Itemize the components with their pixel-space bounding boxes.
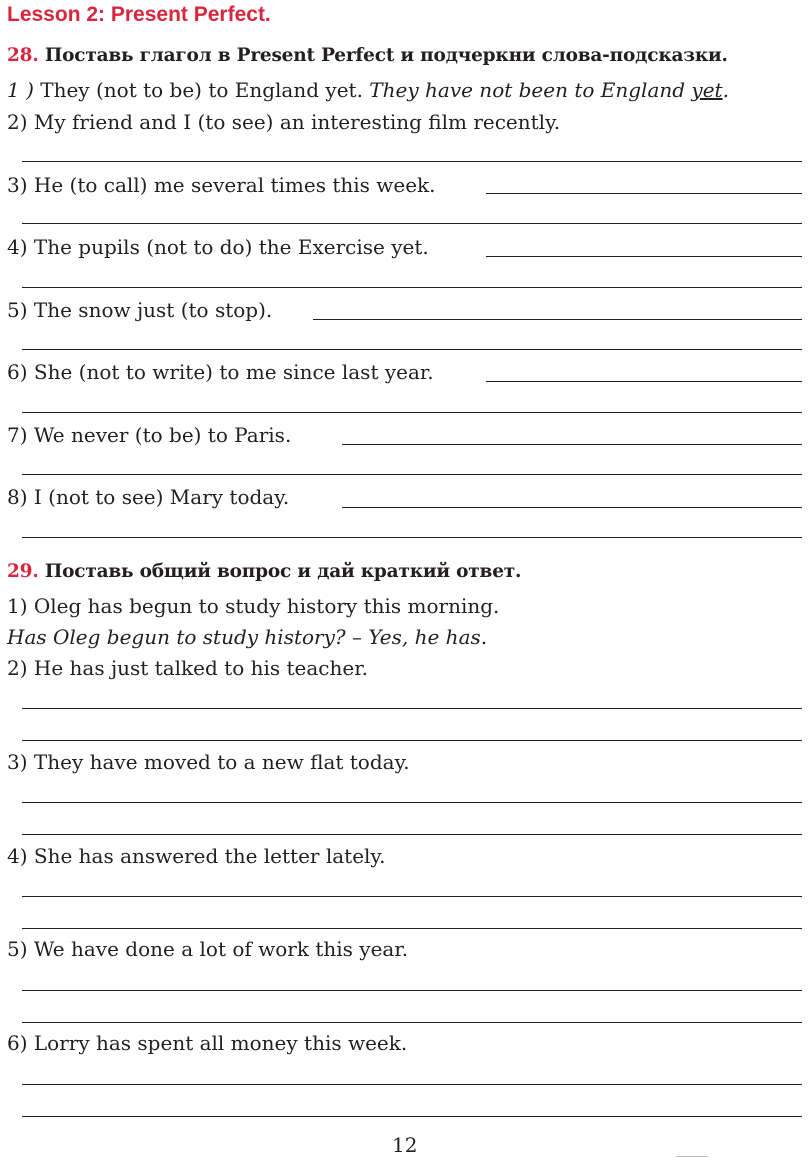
task-29-instruction: Поставь общий вопрос и дай краткий ответ. <box>44 561 522 582</box>
example-answer-end: . <box>722 78 729 102</box>
example-answer <box>369 78 729 102</box>
answer-line[interactable] <box>22 834 802 835</box>
task-28-number: 28. <box>7 45 39 66</box>
task-28-item-4: 4) The pupils (not to do) the Exercise yet. <box>7 235 429 259</box>
answer-line[interactable] <box>22 1022 802 1023</box>
task-29-item-4: 4) She has answered the letter lately. <box>7 844 386 868</box>
task-28-item-5: 5) The snow just (to stop). <box>7 298 273 322</box>
task-28-item-2: 2) My friend and I (to see) an interesting film recently. <box>7 110 561 134</box>
answer-line[interactable] <box>22 740 802 741</box>
answer-line[interactable] <box>22 1084 802 1085</box>
answer-line[interactable] <box>22 896 802 897</box>
answer-line[interactable] <box>22 223 802 224</box>
example-answer-main: They have not been to England <box>369 78 692 102</box>
answer-line[interactable] <box>22 1116 802 1117</box>
task-29-example-answer: Has Oleg begun to study history? – Yes, he has. <box>7 625 488 649</box>
answer-line[interactable] <box>22 708 802 709</box>
answer-line[interactable] <box>342 507 802 508</box>
task-29-item-6: 6) Lorry has spent all money this week. <box>7 1031 408 1055</box>
task-28-header <box>7 44 728 68</box>
task-29-header <box>7 560 521 584</box>
page-number: 12 <box>392 1133 418 1157</box>
answer-line[interactable] <box>486 256 802 257</box>
answer-line[interactable] <box>313 319 802 320</box>
task-28-example <box>7 77 729 103</box>
answer-line[interactable] <box>22 537 802 538</box>
task-29-example: 1) Oleg has begun to study history this morning. <box>7 594 500 618</box>
task-29-item-5: 5) We have done a lot of work this year. <box>7 937 409 961</box>
answer-line[interactable] <box>22 349 802 350</box>
task-28-item-6: 6) She (not to write) to me since last year. <box>7 360 434 384</box>
example-text: They (not to be) to England yet. <box>40 78 363 102</box>
task-28-item-3: 3) He (to call) me several times this week. <box>7 173 436 197</box>
task-28-item-8: 8) I (not to see) Mary today. <box>7 485 290 509</box>
answer-line[interactable] <box>22 474 802 475</box>
task-29-item-3: 3) They have moved to a new flat today. <box>7 750 410 774</box>
answer-line[interactable] <box>22 802 802 803</box>
scan-mark <box>676 1156 708 1157</box>
answer-line[interactable] <box>22 161 802 162</box>
answer-line[interactable] <box>486 193 802 194</box>
task-29-item-2: 2) He has just talked to his teacher. <box>7 656 368 680</box>
answer-line[interactable] <box>22 287 802 288</box>
lesson-title: Lesson 2: Present Perfect. <box>7 3 271 26</box>
answer-line[interactable] <box>22 990 802 991</box>
task-28-instruction: Поставь глагол в Present Perfect и подчеркни слова-подсказки. <box>44 45 728 66</box>
answer-line[interactable] <box>22 928 802 929</box>
answer-line[interactable] <box>342 444 802 445</box>
answer-line[interactable] <box>486 381 802 382</box>
answer-line[interactable] <box>22 412 802 413</box>
task-28-item-7: 7) We never (to be) to Paris. <box>7 423 292 447</box>
example-prefix: 1 ) <box>7 78 34 102</box>
example-answer-keyword: yet <box>691 78 723 102</box>
task-29-number: 29. <box>7 561 39 582</box>
